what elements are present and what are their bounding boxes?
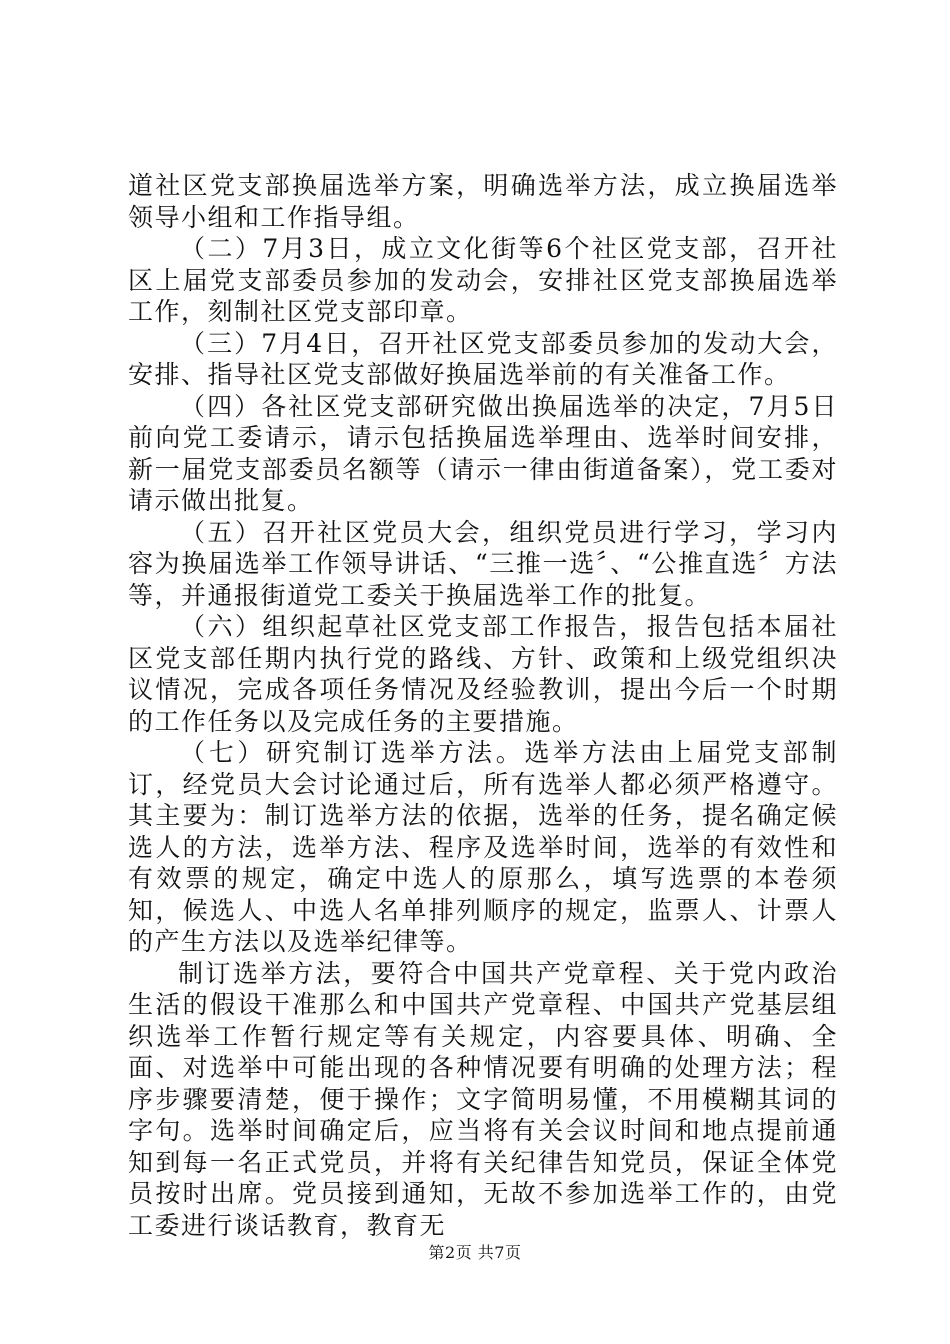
paragraph-item-5: （五）召开社区党员大会，组织党员进行学习，学习内容为换届选举工作领导讲话、“三推一选〞、“公推直选〞方法等，并通报街道党工委关于换届选举工作的批复。 <box>128 517 838 610</box>
paragraph-item-6: （六）组织起草社区党支部工作报告，报告包括本届社区党支部任期内执行党的路线、方针、政策和上级党组织决议情况，完成各项任务情况及经验教训，提出今后一个时期的工作任务以及完成任务的主要措施。 <box>128 612 838 736</box>
paragraph-item-4: （四）各社区党支部研究做出换届选举的决定，7月5日前向党工委请示，请示包括换届选举理由、选举时间安排，新一届党支部委员名额等（请示一律由街道备案），党工委对请示做出批复。 <box>128 391 838 515</box>
paragraph-continuation: 道社区党支部换届选举方案，明确选举方法，成立换届选举领导小组和工作指导组。 <box>128 171 838 232</box>
paragraph-item-3: （三）7月4日，召开社区党支部委员参加的发动大会，安排、指导社区党支部做好换届选举前的有关准备工作。 <box>128 328 838 389</box>
page-number-footer: 第2页 共7页 <box>428 1243 522 1262</box>
paragraph-item-2: （二）7月3日，成立文化街等6个社区党支部，召开社区上届党支部委员参加的发动会，安排社区党支部换届选举工作，刻制社区党支部印章。 <box>128 234 838 326</box>
paragraph-item-7: （七）研究制订选举方法。选举方法由上届党支部制订，经党员大会讨论通过后，所有选举人都必须严格遵守。其主要为：制订选举方法的依据，选举的任务，提名确定候选人的方法，选举方法、程序及选举时间，选举的有效性和有效票的规定，确定中选人的原那么，填写选票的本卷须知，候选人、中选人名单排列顺序的规定，监票人、计票人的产生方法以及选举纪律等。 <box>128 738 838 956</box>
document-body <box>128 170 838 1241</box>
paragraph-election-rules: 制订选举方法，要符合中国共产党章程、关于党内政治生活的假设干准那么和中国共产党章程、中国共产党基层组织选举工作暂行规定等有关规定，内容要具体、明确、全面、对选举中可能出现的各种情况要有明确的处理方法；程序步骤要清楚，便于操作；文字简明易懂，不用模糊其词的字句。选举时间确定后，应当将有关会议时间和地点提前通知到每一名正式党员，并将有关纪律告知党员，保证全体党员按时出席。党员接到通知，无故不参加选举工作的，由党工委进行谈话教育，教育无 <box>128 958 838 1240</box>
